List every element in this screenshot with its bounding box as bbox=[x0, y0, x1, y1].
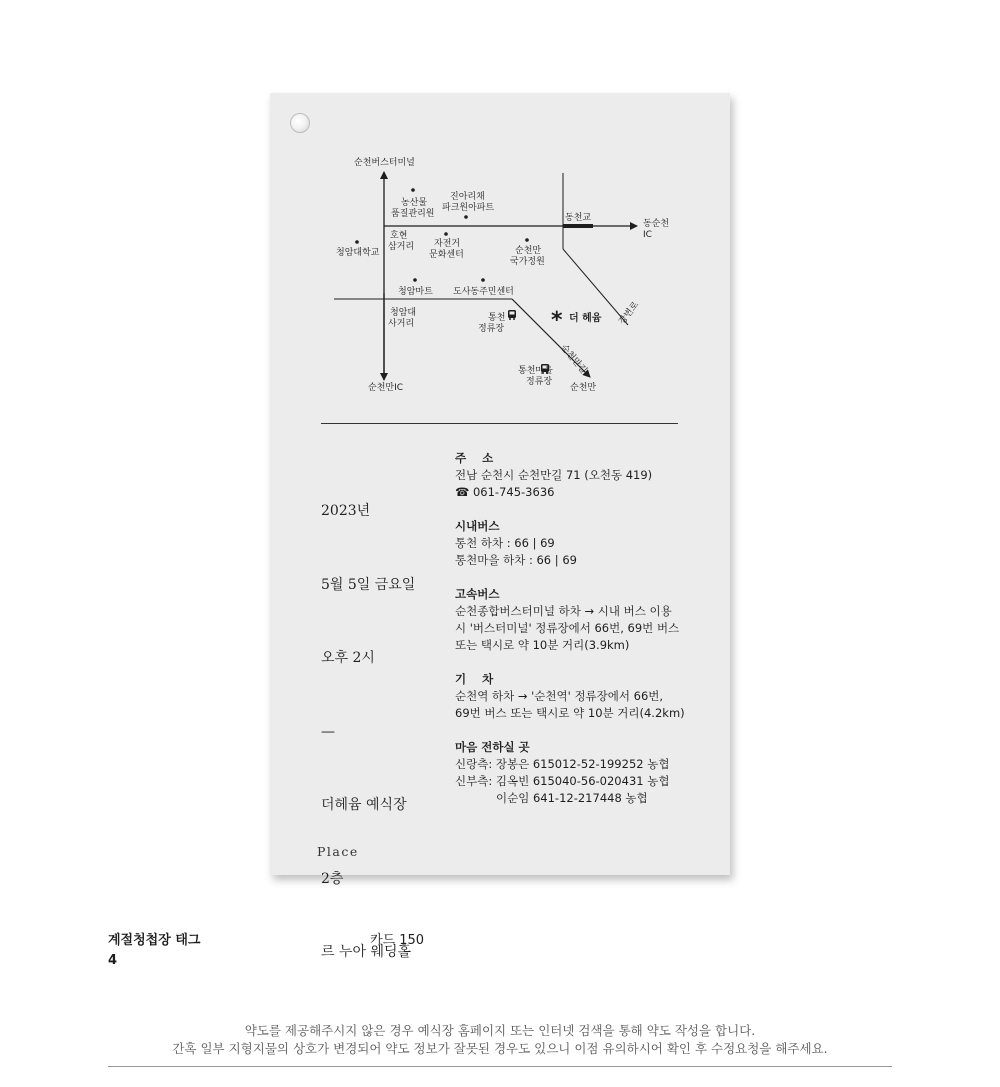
jinari-dot bbox=[464, 215, 468, 219]
event-hall: 르 누아 웨딩홀 bbox=[321, 944, 412, 960]
event-venue: 더헤윰 예식장 bbox=[321, 797, 407, 813]
label-bike: 자전거 bbox=[434, 239, 461, 249]
event-date-year: 2023년 bbox=[321, 503, 371, 519]
product-number: 4 bbox=[108, 953, 118, 968]
city-bus-line-1: 통천 하차 : 66 | 69 bbox=[455, 536, 555, 550]
mart-dot bbox=[413, 278, 417, 282]
train-heading: 기 차 bbox=[455, 672, 494, 686]
label-bus-terminal: 순천버스터미널 bbox=[354, 158, 415, 168]
express-bus-heading: 고속버스 bbox=[455, 587, 500, 601]
event-date-day: 5월 5일 금요일 bbox=[321, 576, 416, 593]
event-time: 오후 2시 bbox=[321, 650, 375, 666]
label-gangbyeon: 강변로 bbox=[617, 300, 642, 327]
label-cheongamdae: 청암대 bbox=[390, 308, 417, 318]
label-tongcheon-2: 정류장 bbox=[478, 324, 505, 334]
gift-bride: 신부측: 김옥빈 615040-56-020431 농협 bbox=[455, 774, 670, 788]
label-donghyeon-2: 삼거리 bbox=[388, 242, 415, 252]
label-suncheonman-gil: 순천만길 bbox=[558, 342, 589, 376]
product-name: 계절청첩장 태그 bbox=[108, 933, 201, 948]
label-east-ic-2: IC bbox=[643, 230, 652, 240]
label-garden: 순천만 bbox=[515, 246, 542, 256]
map-divider bbox=[321, 423, 678, 424]
product-type: 카드 150 bbox=[370, 933, 425, 948]
venue-asterisk-icon: * bbox=[551, 308, 563, 333]
express-bus-line-1: 순천종합버스터미널 하차 → 시내 버스 이용 bbox=[455, 604, 672, 618]
label-tongcheon-village-2: 정류장 bbox=[526, 377, 553, 387]
label-garden-2: 국가정원 bbox=[510, 257, 545, 267]
label-cheongam-mart: 청암마트 bbox=[398, 287, 433, 297]
label-cheongam-school: 청암대학교 bbox=[336, 248, 380, 258]
city-bus-line-2: 통천마을 하차 : 66 | 69 bbox=[455, 553, 577, 567]
city-bus-heading: 시내버스 bbox=[455, 519, 500, 533]
label-nongsan: 농산물 bbox=[401, 198, 428, 208]
bike-center-dot bbox=[444, 232, 448, 236]
nongsan-dot bbox=[411, 188, 415, 192]
garden-dot bbox=[525, 238, 529, 242]
label-cheongamdae-2: 사거리 bbox=[388, 319, 415, 329]
label-jinari: 진아리채 bbox=[450, 192, 485, 202]
location-map bbox=[270, 93, 730, 413]
express-bus-section bbox=[455, 586, 725, 654]
label-tongcheon-village: 통천마을 bbox=[518, 366, 553, 376]
express-bus-line-2: 시 '버스터미널' 정류장에서 66번, 69번 버스 bbox=[455, 621, 680, 635]
dosa-dot bbox=[481, 278, 485, 282]
label-venue: 더 헤윰 bbox=[569, 313, 602, 324]
express-bus-line-3: 또는 택시로 약 10분 거리(3.9km) bbox=[455, 638, 630, 652]
label-tongcheon: 통천 bbox=[488, 313, 506, 323]
notice-line-2: 간혹 일부 지형지물의 상호가 변경되어 약도 정보가 잘못된 경우도 있으니 이점 유의하시어 확인 후 수정요청을 해주세요. bbox=[172, 1041, 828, 1056]
label-suncheonman: 순천만 bbox=[570, 383, 597, 393]
label-jinari-2: 파크원아파트 bbox=[442, 203, 495, 213]
tongcheon-bus-icon bbox=[508, 310, 516, 320]
address-section bbox=[455, 450, 725, 501]
train-section bbox=[455, 671, 725, 722]
label-nongsan-2: 품질관리원 bbox=[391, 209, 435, 219]
label-dongcheon-bridge: 동천교 bbox=[565, 213, 592, 223]
gift-heading: 마음 전하실 곳 bbox=[455, 740, 530, 754]
gift-bride-2: 이순임 641-12-217448 농협 bbox=[496, 791, 648, 805]
city-bus-section bbox=[455, 518, 725, 569]
gift-groom: 신랑측: 장봉은 615012-52-199252 농협 bbox=[455, 757, 670, 771]
train-line-1: 순천역 하차 → '순천역' 정류장에서 66번, bbox=[455, 689, 664, 703]
label-donghyeon: 호현 bbox=[390, 231, 408, 241]
address-text: 전남 순천시 순천만길 71 (오천동 419) bbox=[455, 468, 653, 482]
label-dosa-center: 도사동주민센터 bbox=[453, 287, 514, 297]
address-heading: 주 소 bbox=[455, 451, 494, 465]
gift-section bbox=[455, 739, 725, 807]
label-east-ic: 동순천 bbox=[643, 219, 670, 229]
notice-text bbox=[108, 1022, 892, 1058]
card-label: Place bbox=[317, 844, 359, 859]
notice-line-1: 약도를 제공해주시지 않은 경우 예식장 홈페이지 또는 인터넷 검색을 통해 약도 작성을 합니다. bbox=[244, 1023, 756, 1038]
label-bike-2: 문화센터 bbox=[429, 250, 464, 260]
notice-divider bbox=[108, 1066, 892, 1067]
train-line-2: 69번 버스 또는 택시로 약 10분 거리(4.2km) bbox=[455, 706, 685, 720]
phone-text: ☎ 061-745-3636 bbox=[455, 485, 555, 499]
event-floor: 2층 bbox=[321, 870, 344, 887]
event-separator: — bbox=[321, 723, 335, 740]
school-dot bbox=[355, 240, 359, 244]
label-suncheon-ic: 순천만IC bbox=[368, 383, 404, 393]
directions-info bbox=[455, 450, 725, 824]
